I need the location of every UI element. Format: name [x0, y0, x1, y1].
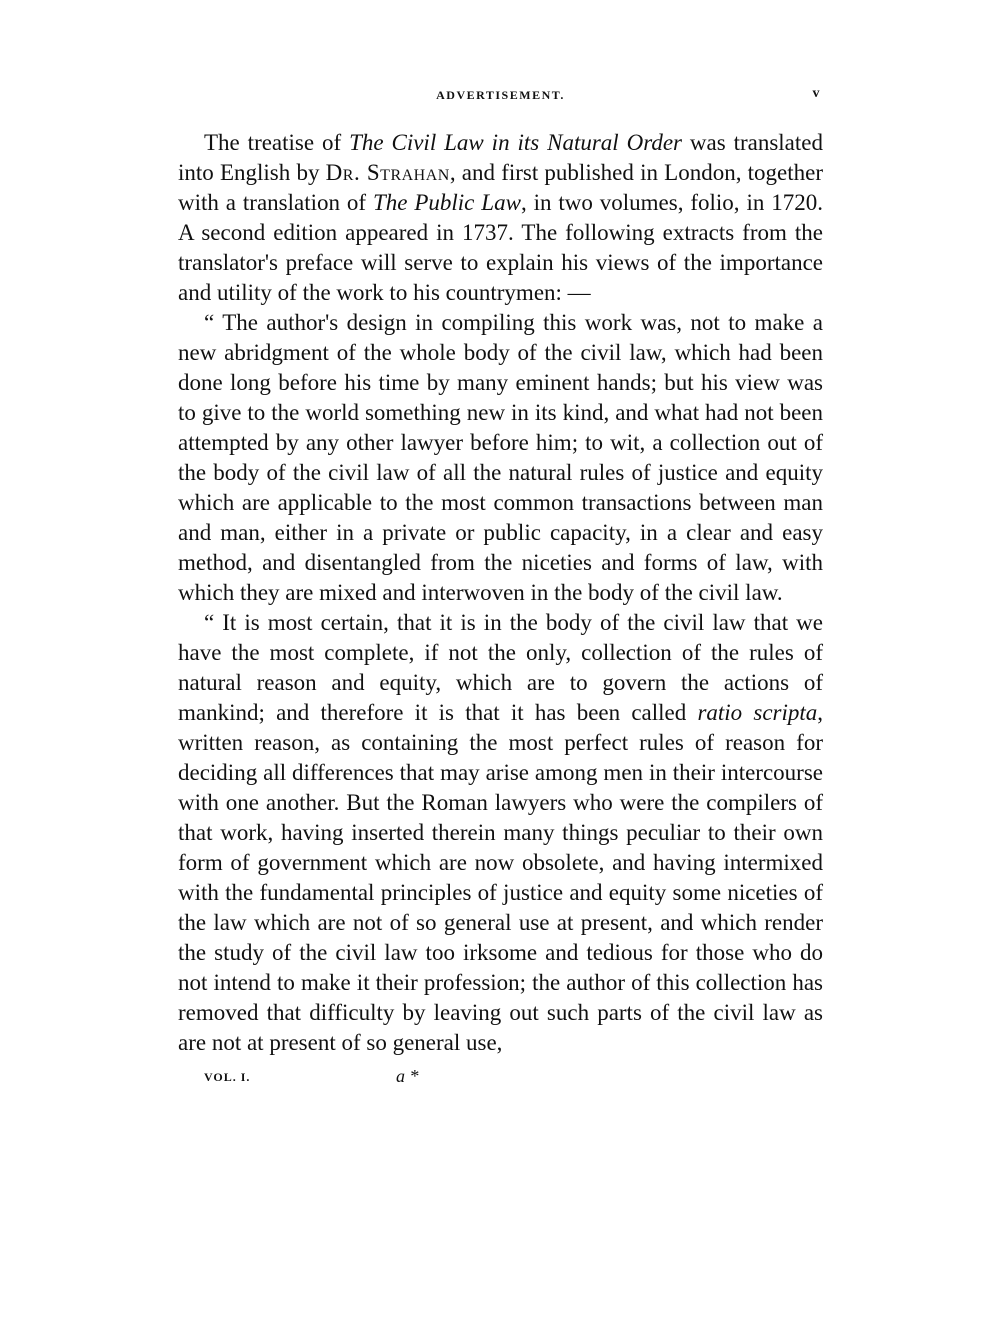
paragraph [178, 608, 823, 1058]
text-segment: was translated into English by [178, 130, 823, 185]
translator-name: Dr. Strahan [325, 160, 450, 185]
text-segment: , and first published in London, together with a translation of [178, 160, 823, 215]
page-number: v [812, 86, 821, 101]
latin-phrase-italic: ratio scripta [697, 700, 818, 725]
book-title-italic: The Public Law [372, 190, 521, 215]
volume-marker: VOL. I. [204, 1070, 251, 1084]
body-text [178, 128, 823, 1058]
signature-mark: a * [396, 1066, 419, 1086]
text-segment: “ The author's design in compiling this work was, not to make a new abridgment of the whole body of the civil law, which had been done long before his time by many eminent hands; but his view was to give to the world something new in its kind, and what had not been attempted by any other lawyer before him; to wit, a collection out of the body of the civil law of all the natural rules of justice and equity which are applicable to the most common transactions between man and man, either in a private or public capacity, in a clear and easy method, and disentangled from the niceties and forms of law, with which they are mixed and interwoven in the body of the civil law. [178, 310, 823, 605]
text-segment: “ It is most certain, that it is in the body of the civil law that we have the most complete, if not the only, collection of the rules of natural reason and equity, which are to govern the actions of mankind; and therefore it is that it has been called [178, 610, 823, 725]
text-segment: , in two volumes, folio, in 1720. A second edition appeared in 1737. The following extracts from the translator's preface will serve to explain his views of the importance and utility of the work to his countrymen: — [178, 190, 823, 305]
running-head [178, 84, 823, 106]
paragraph [178, 128, 823, 308]
paragraph [178, 308, 823, 608]
text-segment: The treatise of [204, 130, 350, 155]
book-page [178, 84, 823, 1090]
text-segment: , written reason, as containing the most perfect rules of reason for deciding all differences that may arise among men in their intercourse with one another. But the Roman lawyers who were the compilers of that work, having inserted therein many things peculiar to their own form of government which are now obsolete, and having intermixed with the fundamental principles of justice and equity some niceties of the law which are not of so general use at present, and which render the study of the civil law too irksome and tedious for those who do not intend to make it their profession; the author of this collection has removed that difficulty by leaving out such parts of the civil law as are not at present of so general use, [178, 700, 824, 1055]
running-title: ADVERTISEMENT. [436, 88, 565, 102]
page-footer [178, 1064, 823, 1090]
book-title-italic: The Civil Law in its Natural Order [349, 130, 682, 155]
